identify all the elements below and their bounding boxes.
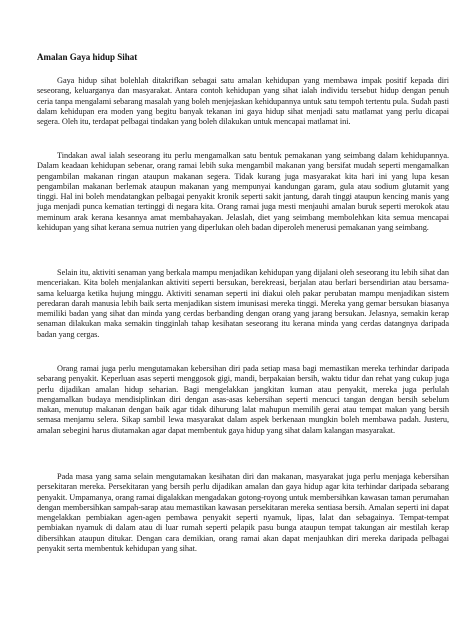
- document-title: Amalan Gaya hidup Sihat: [37, 52, 138, 62]
- paragraph-introduction: Gaya hidup sihat bolehlah ditakrifkan sebagai satu amalan kehidupan yang membawa impak positif kepada diri seseorang, keluarganya dan masyarakat. Antara contoh kehidupan yang sihat ialah individu tersebut hidup dengan penuh ceria tanpa mengalami sebarang masalah yang boleh menjejaskan kehidupannya untuk satu tempoh tertentu pula. Sudah pasti dalam kehidupan era moden yang begitu banyak tekanan ini gaya hidup sihat menjadi satu matlamat yang perlu dicapai segera. Oleh itu, terdapat pelbagai tindakan yang boleh dilakukan untuk mencapai matlamat ini.: [37, 76, 449, 126]
- paragraph-personal-hygiene: Orang ramai juga perlu mengutamakan kebersihan diri pada setiap masa bagi memastikan mereka terhindar daripada sebarang penyakit. Keperluan asas seperti menggosok gigi, mandi, berpakaian bersih, waktu tidur dan rehat yang cukup juga perlu dijadikan amalan hidup seharian. Bagi mengelakkan jangkitan kuman atau penyakit, mereka juga perlulah mengamalkan budaya mendisiplinkan diri dengan asas-asas kebersihan seperti mencuci tangan dengan bersih sebelum makan, menutup makanan dengan baik agar tidak dihurung lalat mahupun memilih gerai atau tempat makan yang bersih semasa menjamu selera. Sikap sambil lewa masyarakat dalam aspek berkenaan mungkin boleh membawa padah. Justeru, amalan sebegini harus diutamakan agar dapat membentuk gaya hidup yang sihat dalam kalangan masyarakat.: [37, 364, 449, 435]
- paragraph-environment-cleanliness: Pada masa yang sama selain mengutamakan kesihatan diri dan makanan, masyarakat juga perlu menjaga kebersihan persekitaran mereka. Persekitaran yang bersih perlu dijadikan amalan dan gaya hidup agar kita terhindar daripada sebarang penyakit. Umpamanya, orang ramai digalakkan mengadakan gotong-royong untuk membersihkan kawasan taman perumahan dengan membersihkan sampah-sarap atau memastikan kawasan persekitaran mereka sentiasa bersih. Amalan seperti ini dapat mengelakkan pembiakan agen-agen pembawa penyakit seperti nyamuk, lipas, lalat dan sebagainya. Tempat-tempat pembiakan nyamuk di dalam atau di luar rumah seperti pelapik pasu bunga ataupun tempat takungan air mestilah kerap dibersihkan ataupun ditukar. Dengan cara demikian, orang ramai akan dapat menjauhkan diri mereka daripada pelbagai penyakit serta membentuk kehidupan yang sihat.: [37, 472, 449, 553]
- paragraph-exercise: Selain itu, aktiviti senaman yang berkala mampu menjadikan kehidupan yang dijalani oleh seseorang itu lebih sihat dan menceriakan. Kita boleh menjalankan aktiviti seperti bersukan, berekreasi, berjalan atau berlari bersendirian atau bersama-sama keluarga ketika hujung minggu. Aktiviti senaman seperti ini diakui oleh pakar perubatan mampu menjadikan sistem peredaran darah manusia lebih baik serta menjadikan sistem imunisasi mereka tinggi. Mereka yang gemar bersukan biasanya memiliki badan yang sihat dan minda yang cerdas berbanding dengan orang yang jarang bersukan. Jelasnya, semakin kerap senaman dilakukan maka semakin tingginlah tahap kesihatan seseorang itu kerana minda yang cerdas datangnya daripada badan yang cergas.: [37, 268, 449, 339]
- paragraph-balanced-diet: Tindakan awal ialah seseorang itu perlu mengamalkan satu bentuk pemakanan yang seimbang dalam kehidupannya. Dalam keadaan kehidupan sebenar, orang ramai lebih suka mengambil makanan yang bersifat mudah seperti mengamalkan pengambilan makanan ringan ataupun makanan segera. Tidak kurang juga masyarakat kita hari ini yang lupa kesan pengambilan makanan berlemak ataupun makanan yang mempunyai kandungan garam, gula atau sodium glutamit yang tinggi. Hal ini boleh mendatangkan pelbagai penyakit kronik seperti sakit jantung, darah tinggi ataupun kencing manis yang juga menjadi punca kematian tertinggi di negara kita. Orang ramai juga mesti menjauhi amalan buruk seperti merokok atau meminum arak kerana kesannya amat membahayakan. Jelaslah, diet yang seimbang membolehkan kita semua mencapai kehidupan yang sihat kerana semua nutrien yang diperlukan oleh badan diperoleh menerusi pemakanan yang seimbang.: [37, 151, 449, 232]
